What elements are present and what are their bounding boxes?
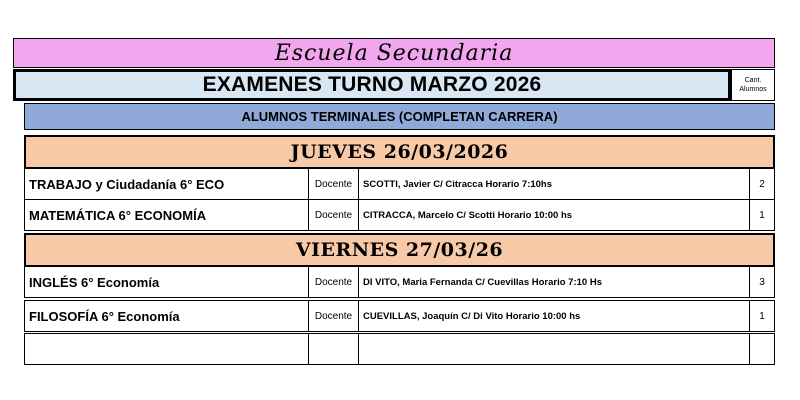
teacher-cell: [359, 334, 750, 364]
count-header-line-2: Alumnos: [739, 86, 767, 93]
teacher-cell: SCOTTI, Javier C/ Citracca Horario 7:10hs: [359, 169, 750, 199]
role-cell: Docente: [309, 169, 359, 199]
role-cell: Docente: [309, 267, 359, 297]
teacher-cell: DI VITO, Maria Fernanda C/ Cuevillas Horario 7:10 Hs: [359, 267, 750, 297]
table-row: [24, 300, 775, 332]
table-row: [24, 199, 775, 231]
students-subheader: ALUMNOS TERMINALES (COMPLETAN CARRERA): [24, 103, 775, 130]
teacher-cell: CUEVILLAS, Joaquín C/ Di Vito Horario 10:00 hs: [359, 301, 750, 331]
count-column-header: [731, 69, 775, 101]
subject-cell: [25, 334, 309, 364]
subject-cell: MATEMÁTICA 6° ECONOMÍA: [25, 200, 309, 230]
subject-cell: TRABAJO y Ciudadanía 6° ECO: [25, 169, 309, 199]
exam-title: EXAMENES TURNO MARZO 2026: [202, 73, 542, 96]
role-cell: [309, 334, 359, 364]
student-count-cell: 2: [759, 178, 765, 190]
student-count-cell: [750, 334, 774, 364]
school-name-banner: [13, 38, 775, 68]
day-header-thursday: JUEVES 26/03/2026: [24, 135, 775, 169]
table-row: [24, 168, 775, 200]
subject-cell: FILOSOFÍA 6° Economía: [25, 301, 309, 331]
teacher-cell: CITRACCA, Marcelo C/ Scotti Horario 10:00 hs: [359, 200, 750, 230]
student-count-cell: 1: [759, 310, 765, 322]
empty-table-row: [24, 333, 775, 365]
student-count-cell: 1: [759, 209, 765, 221]
day-header-friday: VIERNES 27/03/26: [24, 233, 775, 267]
role-cell: Docente: [309, 301, 359, 331]
role-cell: Docente: [309, 200, 359, 230]
exam-title-banner: [13, 69, 731, 101]
subject-cell: INGLÉS 6° Economía: [25, 267, 309, 297]
count-header-line-1: Cant.: [744, 77, 762, 84]
school-name: Escuela Secundaria: [274, 40, 514, 66]
table-row: [24, 266, 775, 298]
student-count-cell: 3: [759, 276, 765, 288]
